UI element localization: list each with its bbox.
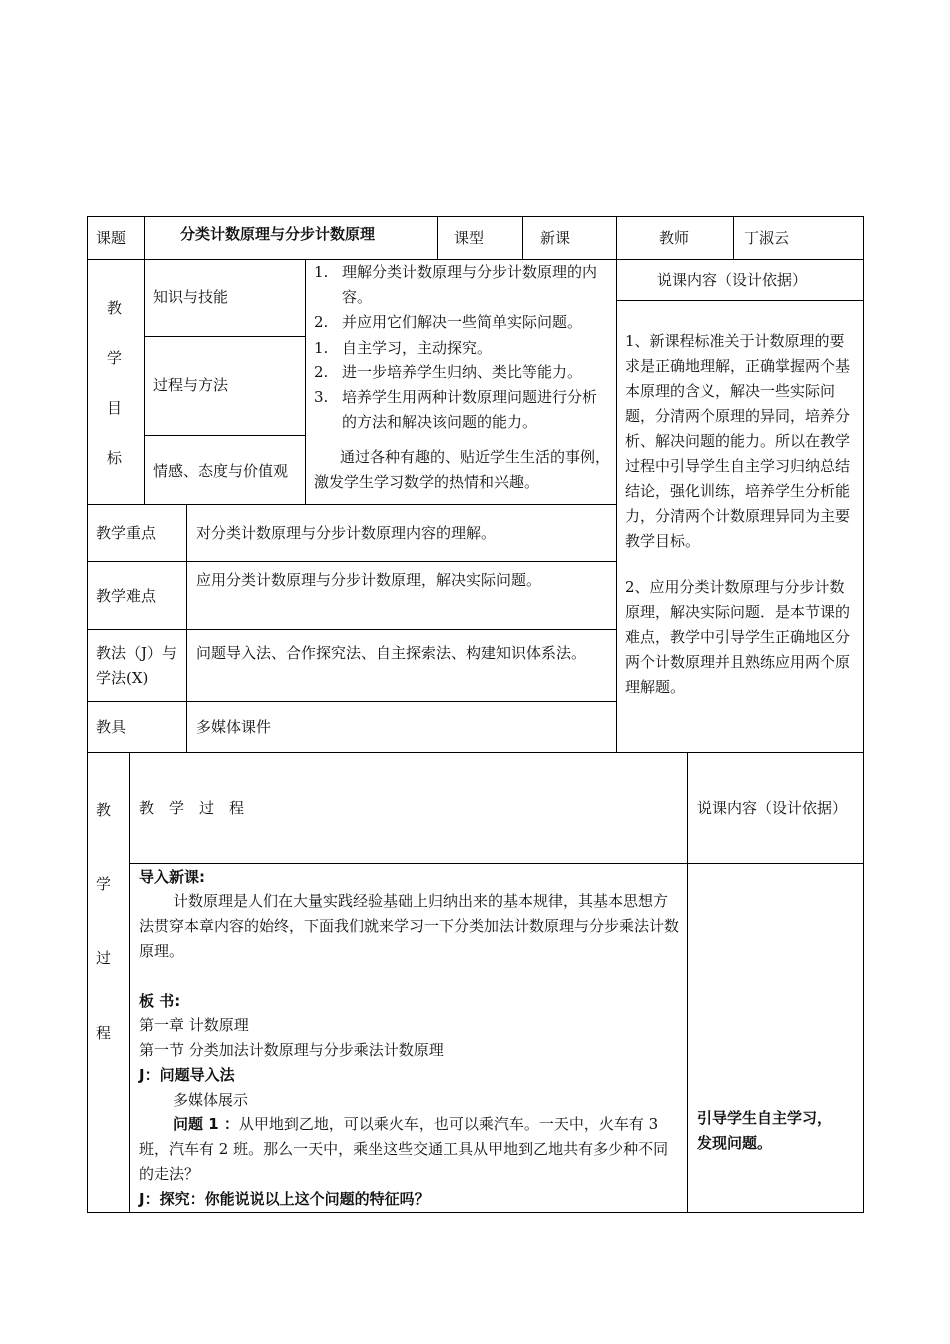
media-text: 多媒体展示 xyxy=(173,1091,249,1109)
tools-value: 多媒体课件 xyxy=(196,718,272,736)
objectives-side-char: 目 xyxy=(107,399,123,417)
divider xyxy=(616,300,864,301)
process-item xyxy=(314,360,610,385)
teacher-value: 丁淑云 xyxy=(744,229,790,247)
intro-heading: 导入新课: xyxy=(139,868,205,886)
difficulty-label: 教学难点 xyxy=(96,587,157,605)
key-points-label: 教学重点 xyxy=(96,524,157,542)
objectives-side-char: 学 xyxy=(107,349,123,367)
knowledge-label: 知识与技能 xyxy=(153,288,229,306)
table-bottom-border xyxy=(87,752,864,753)
divider xyxy=(437,216,438,259)
topic-value: 分类计数原理与分步计数原理 xyxy=(180,225,376,243)
problem-text: 从甲地到乙地，可以乘火车，也可以乘汽车。一天中，火车有 3 班，汽车有 2 班。那么一天中，乘坐这些交通工具从甲地到乙地共有多少种不同的走法？ xyxy=(139,1115,669,1183)
divider xyxy=(144,336,306,337)
divider xyxy=(863,752,864,1213)
divider xyxy=(616,216,617,753)
chapter-title: 第一章 计数原理 xyxy=(139,1016,249,1034)
topic-label: 课题 xyxy=(96,229,127,247)
divider xyxy=(87,561,617,562)
table-left-border xyxy=(87,216,88,753)
item-text: 进一步培养学生归纳、类比等能力。 xyxy=(342,363,583,381)
method-value: 问题导入法、合作探究法、自主探索法、构建知识体系法。 xyxy=(196,644,587,662)
table-top-border xyxy=(87,216,864,217)
type-label: 课型 xyxy=(454,229,485,247)
item-number: 1. xyxy=(314,339,329,357)
divider xyxy=(129,752,130,1213)
divider xyxy=(87,504,617,505)
process-side-char: 过 xyxy=(96,949,112,967)
divider xyxy=(144,216,145,504)
emotion-text: 通过各种有趣的、贴近学生生活的事例，激发学生学习数学的热情和兴趣。 xyxy=(314,448,611,491)
divider xyxy=(87,752,88,1213)
item-number: 1. xyxy=(314,263,329,281)
key-points-value: 对分类计数原理与分步计数原理内容的理解。 xyxy=(196,524,497,542)
emotion-label: 情感、态度与价值观 xyxy=(153,462,289,480)
board-heading: 板 书: xyxy=(139,992,181,1010)
divider xyxy=(129,863,864,864)
rationale-header: 说课内容（设计依据） xyxy=(657,271,808,289)
table-right-border xyxy=(863,216,864,753)
process-rationale-header: 说课内容（设计依据） xyxy=(697,799,848,817)
divider xyxy=(87,629,617,630)
rationale-para-2: 2、应用分类计数原理与分步计数原理，解决实际问题．是本节课的难点，教学中引导学生正确地区分两个计数原理并且熟练应用两个原理解题。 xyxy=(625,578,851,696)
method-label-2: 学法(X) xyxy=(96,669,149,687)
divider xyxy=(733,216,734,259)
item-text: 并应用它们解决一些简单实际问题。 xyxy=(342,313,583,331)
divider xyxy=(687,752,688,1213)
process-item xyxy=(314,336,610,361)
method-heading: J：问题导入法 xyxy=(139,1066,235,1084)
item-text: 理解分类计数原理与分步计数原理的内容。 xyxy=(342,263,598,306)
section-title: 第一节 分类加法计数原理与分步乘法计数原理 xyxy=(139,1041,444,1059)
rationale-para-1: 1、新课程标准关于计数原理的要求是正确地理解，正确掌握两个基本原理的含义，解决一些实际问题，分清两个原理的异同，培养分析、解决问题的能力。所以在教学过程中引导学生自主学习归纳总结结论，强化训练，培养学生分析能力，分清两个计数原理异同为主要教学目标。 xyxy=(625,332,851,550)
side-note-2: 发现问题。 xyxy=(697,1134,773,1152)
difficulty-value: 应用分类计数原理与分步计数原理，解决实际问题。 xyxy=(196,571,542,589)
tools-label: 教具 xyxy=(96,718,127,736)
objectives-side-char: 标 xyxy=(107,449,123,467)
divider xyxy=(87,701,617,702)
item-number: 3. xyxy=(314,388,329,406)
problem-label: 问题 1 ： xyxy=(173,1115,239,1133)
knowledge-item xyxy=(314,260,610,310)
process-side-char: 程 xyxy=(96,1024,112,1042)
divider xyxy=(522,216,523,259)
process-item xyxy=(314,385,610,435)
side-note-1: 引导学生自主学习， xyxy=(697,1109,833,1127)
teacher-label: 教师 xyxy=(659,229,690,247)
problem-block xyxy=(139,1112,681,1187)
explore-text: J：探究：你能说说以上这个问题的特征吗？ xyxy=(139,1190,430,1208)
table-bottom-border xyxy=(87,1212,864,1213)
item-text: 自主学习，主动探究。 xyxy=(342,339,493,357)
process-side-char: 教 xyxy=(96,801,112,819)
method-label-1: 教法（J）与 xyxy=(96,644,178,662)
process-title: 教 学 过 程 xyxy=(139,799,245,817)
process-side-char: 学 xyxy=(96,875,112,893)
process-method-label: 过程与方法 xyxy=(153,376,229,394)
intro-text: 计数原理是人们在大量实践经验基础上归纳出来的基本规律，其基本思想方法贯穿本章内容的始终，下面我们就来学习一下分类加法计数原理与分步乘法计数原理。 xyxy=(139,892,680,960)
knowledge-item xyxy=(314,310,610,335)
item-text: 培养学生用两种计数原理问题进行分析的方法和解决该问题的能力。 xyxy=(342,388,598,431)
item-number: 2. xyxy=(314,363,329,381)
type-value: 新课 xyxy=(540,229,571,247)
objectives-side-char: 教 xyxy=(107,299,123,317)
item-number: 2. xyxy=(314,313,329,331)
divider xyxy=(144,435,306,436)
divider xyxy=(305,259,306,504)
